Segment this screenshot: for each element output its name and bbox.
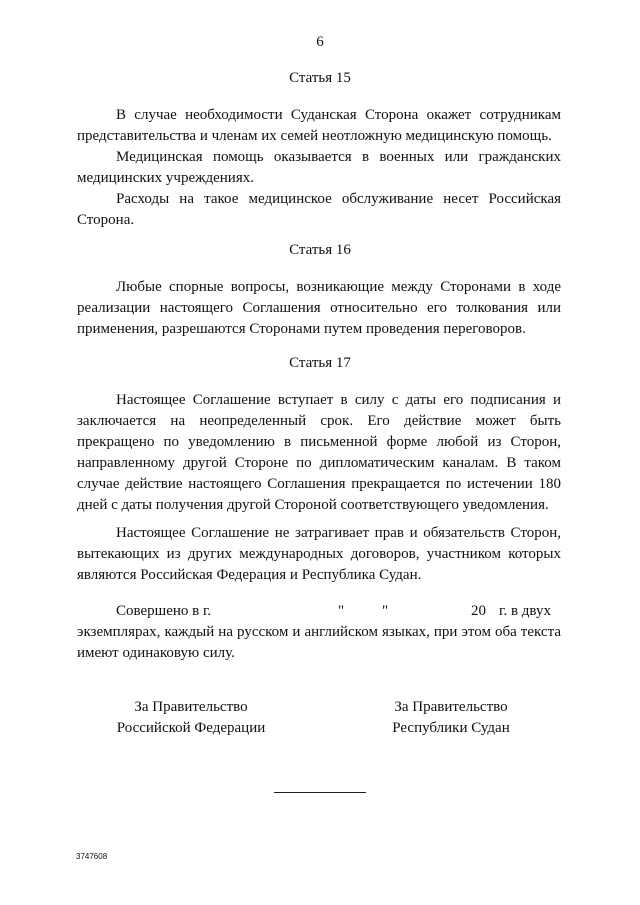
done-year-prefix: 20: [471, 603, 486, 619]
document-code: 3747608: [76, 852, 108, 861]
signature-russia-line-1: За Правительство: [134, 699, 248, 715]
done-clause-rest: экземплярах, каждый на русском и английском языках, при этом оба текста имеют одинаковую силу.: [77, 624, 561, 661]
article-17-title: Статья 17: [289, 355, 351, 371]
done-quote-open: ": [338, 603, 345, 619]
article-17-paragraph-2: Настоящее Соглашение не затрагивает прав и обязательств Сторон, вытекающих из других международных договоров, участником которых являются Российская Федерация и Республика Судан.: [77, 525, 561, 583]
done-suffix: г. в двух: [499, 603, 551, 619]
article-15-paragraph-3: Расходы на такое медицинское обслуживание несет Российская Сторона.: [77, 191, 561, 228]
article-15-paragraph-1: В случае необходимости Суданская Сторона окажет сотрудникам представительства и членам их семей неотложную медицинскую помощь.: [77, 107, 561, 144]
article-15-paragraph-2: Медицинская помощь оказывается в военных или гражданских медицинских учреждениях.: [77, 149, 561, 186]
article-15-title: Статья 15: [289, 70, 351, 86]
page-number: 6: [316, 34, 324, 50]
signature-russia-line-2: Российской Федерации: [116, 720, 266, 736]
article-17-paragraph-1: Настоящее Соглашение вступает в силу с даты его подписания и заключается на неопределенный срок. Его действие может быть прекращено по уведомлению в письменной форме любой из Сторон, направленному другой Стороне по дипломатическим каналам. В таком случае действие настоящего Соглашения прекращается по истечении 180 дней с даты получения другой Стороной соответствующего уведомления.: [77, 392, 561, 513]
article-16-title: Статья 16: [289, 242, 351, 258]
signature-block-russia: [96, 697, 286, 739]
signature-sudan-line-2: Республики Судан: [392, 720, 510, 736]
done-prefix: Совершено в г.: [116, 603, 212, 619]
signature-sudan-line-1: За Правительство: [394, 699, 508, 715]
done-quote-close: ": [382, 603, 389, 619]
closing-rule: [274, 792, 366, 793]
article-16-paragraph-1: Любые спорные вопросы, возникающие между Сторонами в ходе реализации настоящего Соглашения относительно его толкования или применения, разрешаются Сторонами путем проведения переговоров.: [77, 279, 561, 337]
signature-block-sudan: [366, 697, 536, 739]
